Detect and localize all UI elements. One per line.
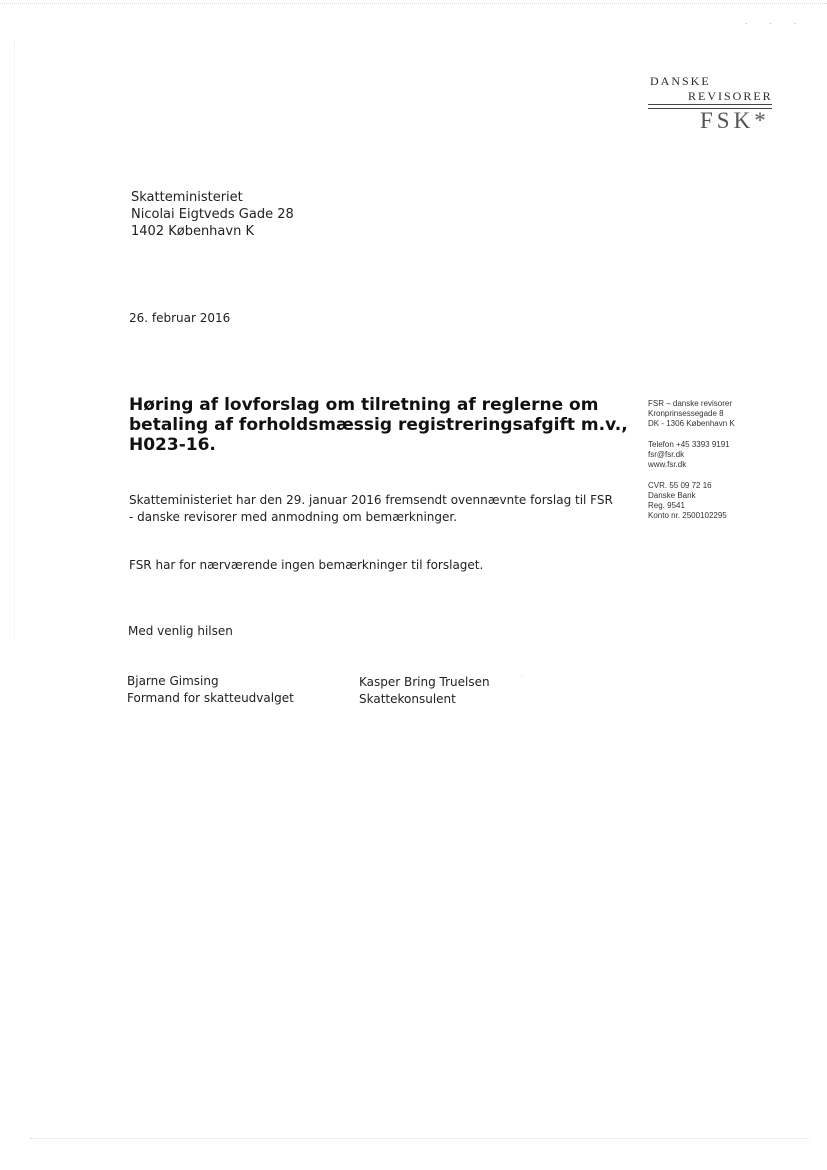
sender-address-line: Kronprinsessegade 8: [648, 409, 724, 418]
body-paragraph-2: FSR har for nærværende ingen bemærkninger til forslaget.: [129, 558, 484, 572]
logo-text-revisorer: REVISORER: [688, 89, 773, 103]
recipient-address: [131, 189, 294, 240]
sender-email: fsr@fsr.dk: [648, 450, 685, 459]
scan-specks: · · ·: [745, 20, 807, 28]
body-paragraph-1: Skatteministeriet har den 29. januar 2016 fremsendt ovennævnte forslag til FSR - danske revisorer med anmodning om bemærkninger.: [129, 493, 613, 524]
sender-address-line: DK - 1306 København K: [648, 419, 735, 428]
sender-address-line: FSR – danske revisorer: [648, 399, 733, 408]
scan-border-left: [14, 40, 15, 640]
signatory-title: Formand for skatteudvalget: [127, 691, 294, 705]
sender-account-number: Konto nr. 2500102295: [648, 511, 727, 520]
recipient-line: Nicolai Eigtveds Gade 28: [131, 207, 294, 222]
letter-subject: Høring af lovforslag om tilretning af reglerne om betaling af forholdsmæssig registreringsafgift m.v., H023-16.: [129, 395, 628, 455]
logo-text-danske: DANSKE: [650, 74, 711, 88]
signatory-1: [127, 673, 294, 707]
fsr-logo: [648, 72, 774, 136]
sender-bank-name: Danske Bank: [648, 491, 696, 500]
signatory-title: Skattekonsulent: [359, 692, 456, 706]
scan-speck: ·: [521, 673, 523, 680]
sender-website: www.fsr.dk: [648, 460, 687, 469]
sender-reg-number: Reg. 9541: [648, 501, 685, 510]
closing-greeting: Med venlig hilsen: [128, 624, 233, 638]
scan-border-top: [0, 3, 827, 4]
sender-contact-block: [648, 440, 778, 470]
recipient-line: 1402 København K: [131, 224, 254, 239]
signatory-name: Bjarne Gimsing: [127, 674, 219, 688]
logo-fsk-mark: FSK*: [700, 108, 770, 133]
recipient-line: Skatteministeriet: [131, 190, 243, 205]
sender-bank-block: [648, 481, 778, 521]
scan-border-bottom: [30, 1138, 810, 1139]
sender-info-sidebar: [648, 399, 778, 532]
letter-date: 26. februar 2016: [129, 311, 231, 325]
signatory-2: [359, 674, 490, 708]
signatory-name: Kasper Bring Truelsen: [359, 675, 490, 689]
sender-address-block: [648, 399, 778, 429]
sender-phone: Telefon +45 3393 9191: [648, 440, 730, 449]
sender-cvr: CVR. 55 09 72 16: [648, 481, 712, 490]
